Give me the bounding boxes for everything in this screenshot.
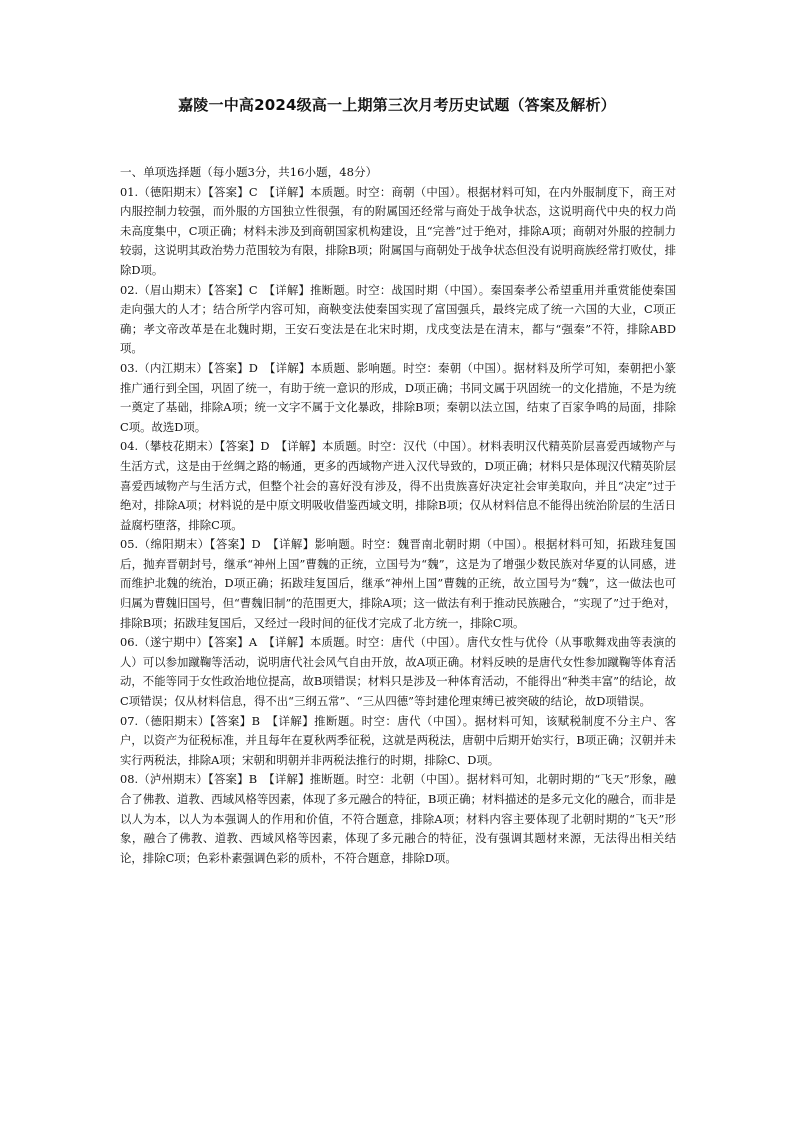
question-answer-07: 07.（德阳期末）【答案】B 【详解】推断题。时空：唐代（中国）。据材料可知，该赋税制度不分主户、客户，以资产为征税标准，并且每年在夏秋两季征税，这就是两税法，唐朝中后期开始实行，B项正确；汉朝并未实行两税法，排除A项；宋朝和明朝并非两税法推行的时期，排除C、D项。 bbox=[120, 713, 676, 767]
question-answer-01: 01.（德阳期末）【答案】C 【详解】本质题。时空：商朝（中国）。根据材料可知，在内外服制度下，商王对内服控制力较强，而外服的方国独立性很强，有的附属国还经常与商处于战争状态，这说明商代中央的权力尚未高度集中，C项正确；材料未涉及到商朝国家机构建设，且“完善”过于绝对，排除A项；商朝对外服的控制力较弱，这说明其政治势力范围较为有限，排除B项；附属国与商朝处于战争状态但没有说明商族经常打败仗，排除D项。 bbox=[120, 184, 676, 277]
section-heading: 一、单项选择题（每小题3分，共16小题，48分） bbox=[120, 165, 378, 179]
answer-content bbox=[120, 163, 676, 868]
question-answer-06: 06.（遂宁期中）【答案】A 【详解】本质题。时空：唐代（中国）。唐代女性与优伶（从事歌舞戏曲等表演的人）可以参加蹴鞠等活动，说明唐代社会风气自由开放，故A项正确。材料反映的是唐代女性参加蹴鞠等体育活动，不能等同于女性政治地位提高，故B项错误；材料只是涉及一种体育活动，不能得出“种类丰富”的结论，故C项错误；仅从材料信息，得不出“三纲五常”、“三从四德”等封建伦理束缚已被突破的结论，故D项错误。 bbox=[120, 635, 676, 709]
question-answer-02: 02.（眉山期末）【答案】C 【详解】推断题。时空：战国时期（中国）。秦国秦孝公希望重用并重赏能使秦国走向强大的人才；结合所学内容可知，商鞅变法使秦国实现了富国强兵，最终完成了统一六国的大业，C项正确；孝文帝改革是在北魏时期，王安石变法是在北宋时期，戊戌变法是在清末，都与“强秦”不符，排除ABD项。 bbox=[120, 282, 676, 356]
question-answer-05: 05.（绵阳期末）【答案】D 【详解】影响题。时空：魏晋南北朝时期（中国）。根据材料可知，拓跋珪复国后，抛弃晋朝封号，继承“神州上国”曹魏的正统，立国号为“魏”，这是为了增强少数民族对华夏的认同感，进而维护北魏的统治，D项正确；拓跋珪复国后，继承“神州上国”曹魏的正统，故立国号为“魏”，这一做法也可归属为曹魏旧国号，但“曹魏旧制”的范围更大，排除A项；这一做法有利于推动民族融合，“实现了”过于绝对，排除B项；拓跋珪复国后，又经过一段时间的征伐才完成了北方统一，排除C项。 bbox=[120, 537, 676, 630]
question-answer-08: 08.（泸州期末）【答案】B 【详解】推断题。时空：北朝（中国）。据材料可知，北朝时期的“飞天”形象，融合了佛教、道教、西域风格等因素，体现了多元融合的特征，B项正确；材料描述的是多元文化的融合，而非是以人为本，以人为本强调人的作用和价值，不符合题意，排除A项；材料内容主要体现了北朝时期的“飞天”形象，融合了佛教、道教、西域风格等因素，体现了多元融合的特征，没有强调其题材来源，无法得出相关结论，排除C项；色彩朴素强调色彩的质朴，不符合题意，排除D项。 bbox=[120, 772, 676, 865]
question-answer-03: 03.（内江期末）【答案】D 【详解】本质题、影响题。时空：秦朝（中国）。据材料及所学可知，秦朝把小篆推广通行到全国，巩固了统一，有助于统一意识的形成，D项正确；书同文属于巩固统一的文化措施，不是为统一奠定了基础，排除A项；统一文字不属于文化暴政，排除B项；秦朝以法立国，结束了百家争鸣的局面，排除C项。故选D项。 bbox=[120, 360, 676, 434]
question-answer-04: 04.（攀枝花期末）【答案】D 【详解】本质题。时空：汉代（中国）。材料表明汉代精英阶层喜爱西域物产与生活方式，这是由于丝绸之路的畅通，更多的西域物产进入汉代导致的，D项正确；材料只是体现汉代精英阶层喜爱西域物产与生活方式，但整个社会的喜好没有涉及，得不出贵族喜好决定社会审美取向，并且“决定”过于绝对，排除A项；材料说的是中原文明吸收借鉴西域文明，排除B项；仅从材料信息不能得出统治阶层的生活日益腐朽堕落，排除C项。 bbox=[120, 439, 676, 532]
document-title: 嘉陵一中高2024级高一上期第三次月考历史试题（答案及解析） bbox=[178, 96, 616, 114]
